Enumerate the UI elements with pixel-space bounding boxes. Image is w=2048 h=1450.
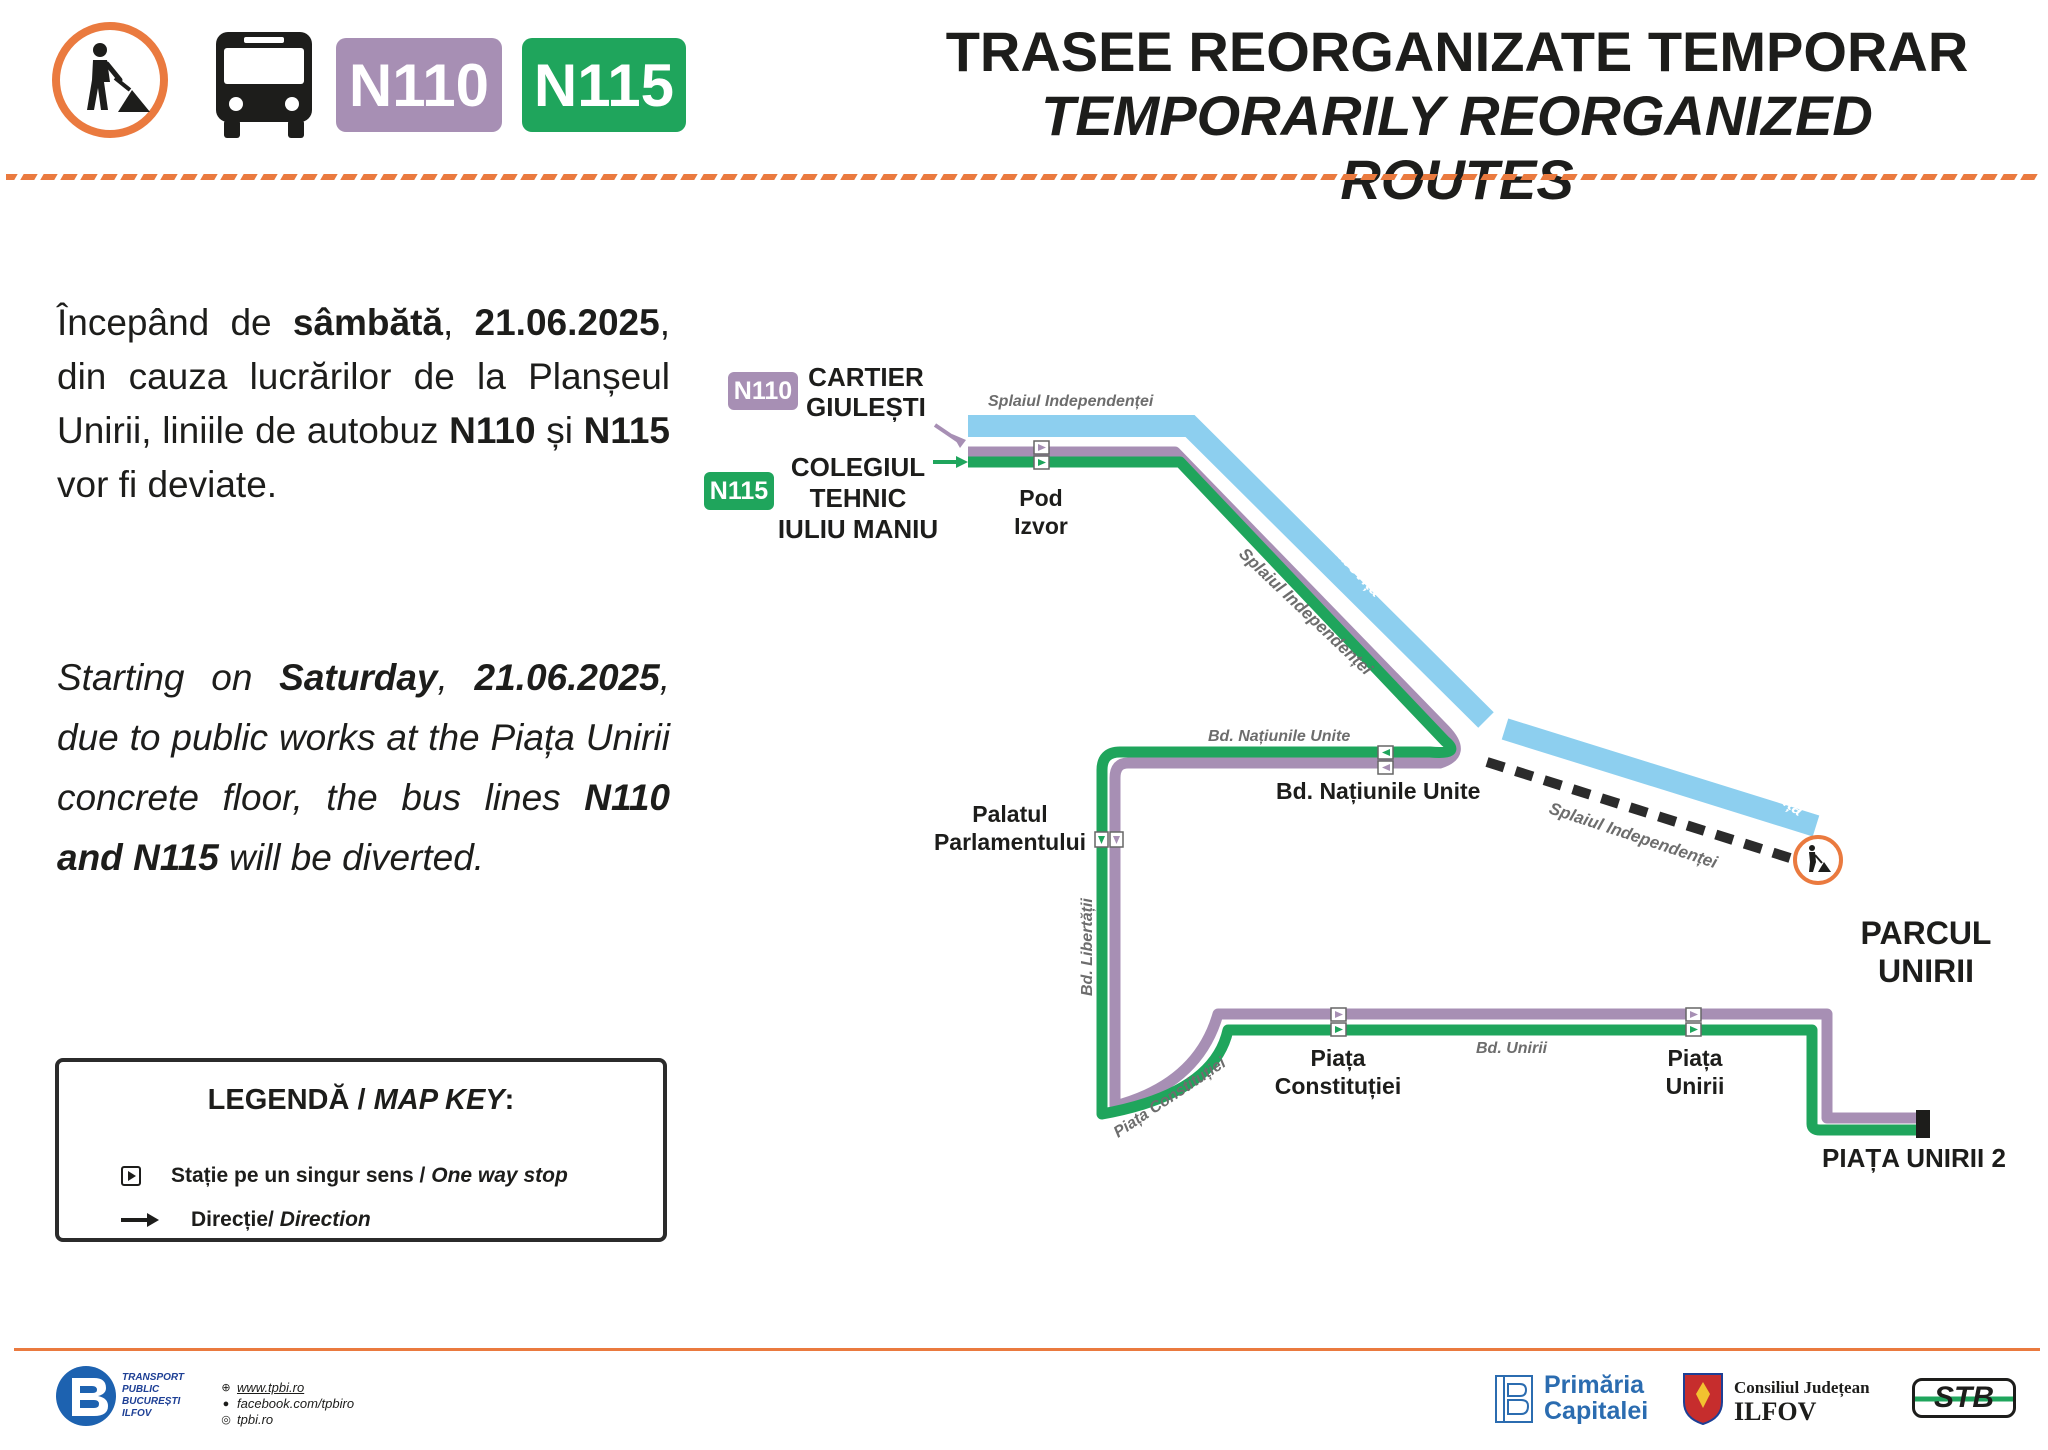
- street-label-splaiul-top: Splaiul Independenței: [988, 393, 1154, 410]
- stop-label-terminus: PIAȚA UNIRII 2: [1822, 1143, 2006, 1173]
- pmb-logo-icon: [1494, 1374, 1534, 1424]
- origin-label-n115: COLEGIUL TEHNIC IULIU MANIU: [777, 452, 939, 544]
- stop-label-pod-izvor: Pod Izvor: [1014, 485, 1068, 539]
- facebook-icon: ●: [222, 1398, 230, 1410]
- street-label-constitutiei: Piața Constituției: [1110, 1054, 1230, 1142]
- intro-en: Starting on Saturday, 21.06.2025, due to public works at the Piața Unirii concrete floor, the bus lines N110 and N115 will be diverted.: [57, 657, 670, 878]
- title-ro: TRASEE REORGANIZATE TEMPORAR: [945, 20, 1969, 83]
- origin-badge-n110: N110: [728, 372, 798, 410]
- instagram-link[interactable]: ◎ tpbi.ro: [221, 1412, 274, 1427]
- landmark-parcul-unirii: PARCUL UNIRII: [1860, 915, 1992, 989]
- n110-origin-arrowhead: [952, 434, 966, 448]
- n115-origin-arrowhead: [956, 456, 968, 468]
- legend-one-way-stop: Stație pe un singur sens / One way stop: [121, 1164, 568, 1188]
- footer-separator: [14, 1348, 2040, 1351]
- pmb-name: Primăria Capitalei: [1544, 1371, 1649, 1425]
- line-badge-n115: N115: [522, 38, 686, 132]
- origin-label-n110: CARTIER GIULEȘTI: [806, 362, 926, 422]
- instagram-icon: ◎: [221, 1414, 231, 1426]
- street-label-splaiul-diag: Splaiul Independenței: [1235, 544, 1377, 679]
- tpbi-logo: [54, 1364, 118, 1428]
- stop-label-unirii: Piața Unirii: [1665, 1045, 1725, 1099]
- title-en: TEMPORARILY REORGANIZED ROUTES: [1041, 84, 1873, 211]
- stop-label-natiunile-unite: Bd. Națiunile Unite: [1276, 778, 1481, 804]
- street-label-splaiul-closed: Splaiul Independenței: [1546, 798, 1720, 873]
- cj-ilfov-name: Consiliul Județean ILFOV: [1734, 1378, 1870, 1426]
- footer-links: [220, 1380, 354, 1428]
- river-dambovita: [968, 426, 1486, 720]
- tpbi-name: TRANSPORT PUBLIC BUCUREȘTI ILFOV: [122, 1372, 185, 1419]
- facebook-link[interactable]: ● facebook.com/tpbiro: [220, 1396, 354, 1412]
- stop-label-constitutiei: Piața Constituției: [1274, 1045, 1402, 1099]
- stop-marker-palatul: [1095, 832, 1123, 847]
- terminus-marker: [1916, 1110, 1930, 1138]
- stop-marker-unirii: [1686, 1008, 1701, 1036]
- intro-ro: Începând de sâmbătă, 21.06.2025, din cauza lucrărilor de la Planșeul Unirii, liniile de autobuz N110 și N115 vor fi deviate.: [57, 302, 670, 505]
- legend-title: LEGENDĂ / MAP KEY:: [207, 1084, 515, 1116]
- website-link[interactable]: ⊕ www.tpbi.ro: [221, 1380, 305, 1395]
- stop-marker-constitutiei: [1331, 1008, 1346, 1036]
- works-site-icon: [1795, 837, 1841, 883]
- stb-logo: STB: [1912, 1378, 2016, 1418]
- river-label-east: Râul Dâmbovița: [1692, 727, 1808, 820]
- river-label-diag: Râul Dâmbovița: [1284, 492, 1386, 601]
- line-badge-n110: N110: [336, 38, 502, 132]
- street-label-unirii: Bd. Unirii: [1476, 1040, 1548, 1057]
- street-label-natiunile: Bd. Națiunile Unite: [1208, 728, 1351, 745]
- globe-icon: ⊕: [221, 1382, 231, 1394]
- street-label-libertatii: Bd. Libertății: [1079, 898, 1096, 996]
- stop-label-palatul: Palatul Parlamentului: [933, 801, 1087, 855]
- ilfov-crest-icon: [1680, 1370, 1726, 1426]
- origin-badge-n115: N115: [704, 472, 774, 510]
- legend-direction: Direcție/ Direction: [121, 1208, 371, 1232]
